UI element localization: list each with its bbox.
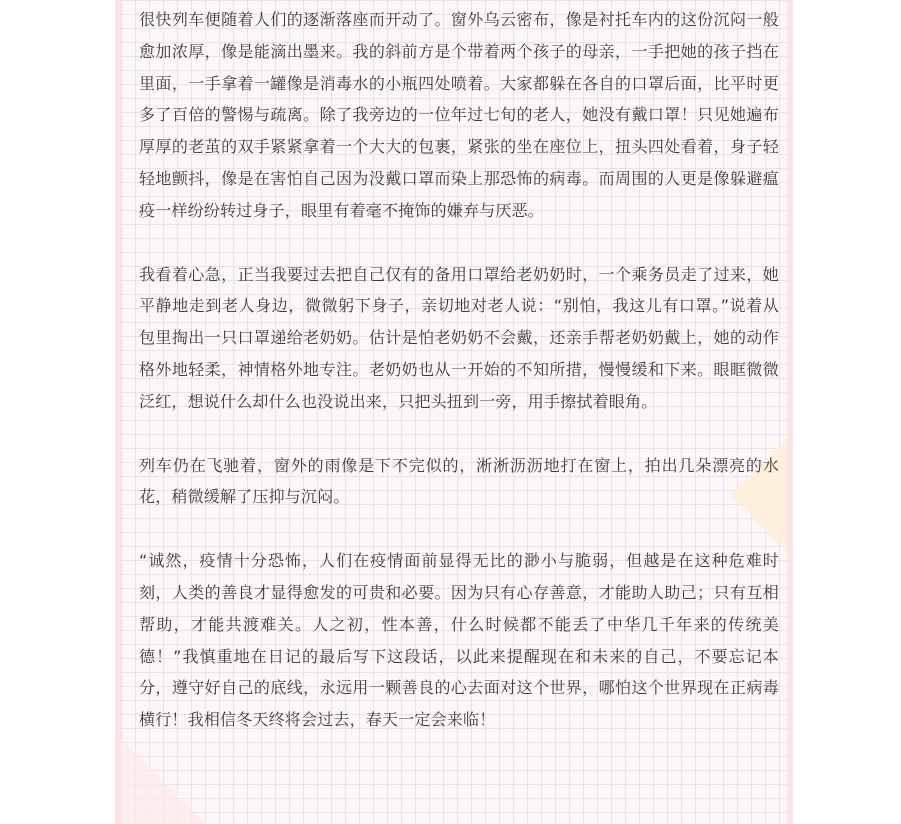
paragraph-1: 很快列车便随着人们的逐渐落座而开动了。窗外乌云密布，像是衬托车内的这份沉闷一般愈加浓厚，像是能滴出墨来。我的斜前方是个带着两个孩子的母亲，一手把她的孩子挡在里面，一手拿着一罐像是消毒水的小瓶四处喷着。大家都躲在各自的口罩后面，比平时更多了百倍的警惕与疏离。除了我旁边的一位年过七旬的老人，她没有戴口罩！只见她遍布厚厚的老茧的双手紧紧拿着一个大大的包裹，紧张的坐在座位上，扭头四处看着，身子轻轻地颤抖，像是在害怕自己因为没戴口罩而染上那恐怖的病毒。而周围的人更是像躲避瘟疫一样纷纷转过身子，眼里有着毫不掩饰的嫌弃与厌恶。	[139, 10, 779, 220]
paragraph-2: 我看着心急，正当我要过去把自己仅有的备用口罩给老奶奶时，一个乘务员走了过来，她平静地走到老人身边，微微躬下身子，亲切地对老人说：“别怕，我这儿有口罩。”说着从包里掏出一只口罩递给老奶奶。估计是怕老奶奶不会戴，还亲手帮老奶奶戴上，她的动作格外地轻柔，神情格外地专注。老奶奶也从一开始的不知所措，慢慢缓和下来。眼眶微微泛红，想说什么却什么也没说出来，只把头扭到一旁，用手擦拭着眼角。	[139, 264, 779, 411]
paragraph-4: “诚然，疫情十分恐怖，人们在疫情面前显得无比的渺小与脆弱，但越是在这种危难时刻，人类的善良才显得愈发的可贵和必要。因为只有心存善意，才能助人助己；只有互相帮助，才能共渡难关。人之初，性本善，什么时候都不能丢了中华几千年来的传统美德！”我慎重地在日记的最后写下这段话，以此来提醒现在和未来的自己，不要忘记本分，遵守好自己的底线，永远用一颗善良的心去面对这个世界，哪怕这个世界现在正病毒横行！我相信冬天终将会过去，春天一定会来临！	[139, 551, 779, 730]
article-card	[115, 0, 793, 824]
paragraph-3: 列车仍在飞驰着，窗外的雨像是下不完似的，淅淅沥沥地打在窗上，拍出几朵漂亮的水花，稍微缓解了压抑与沉闷。	[139, 455, 779, 507]
article-body	[139, 4, 779, 768]
